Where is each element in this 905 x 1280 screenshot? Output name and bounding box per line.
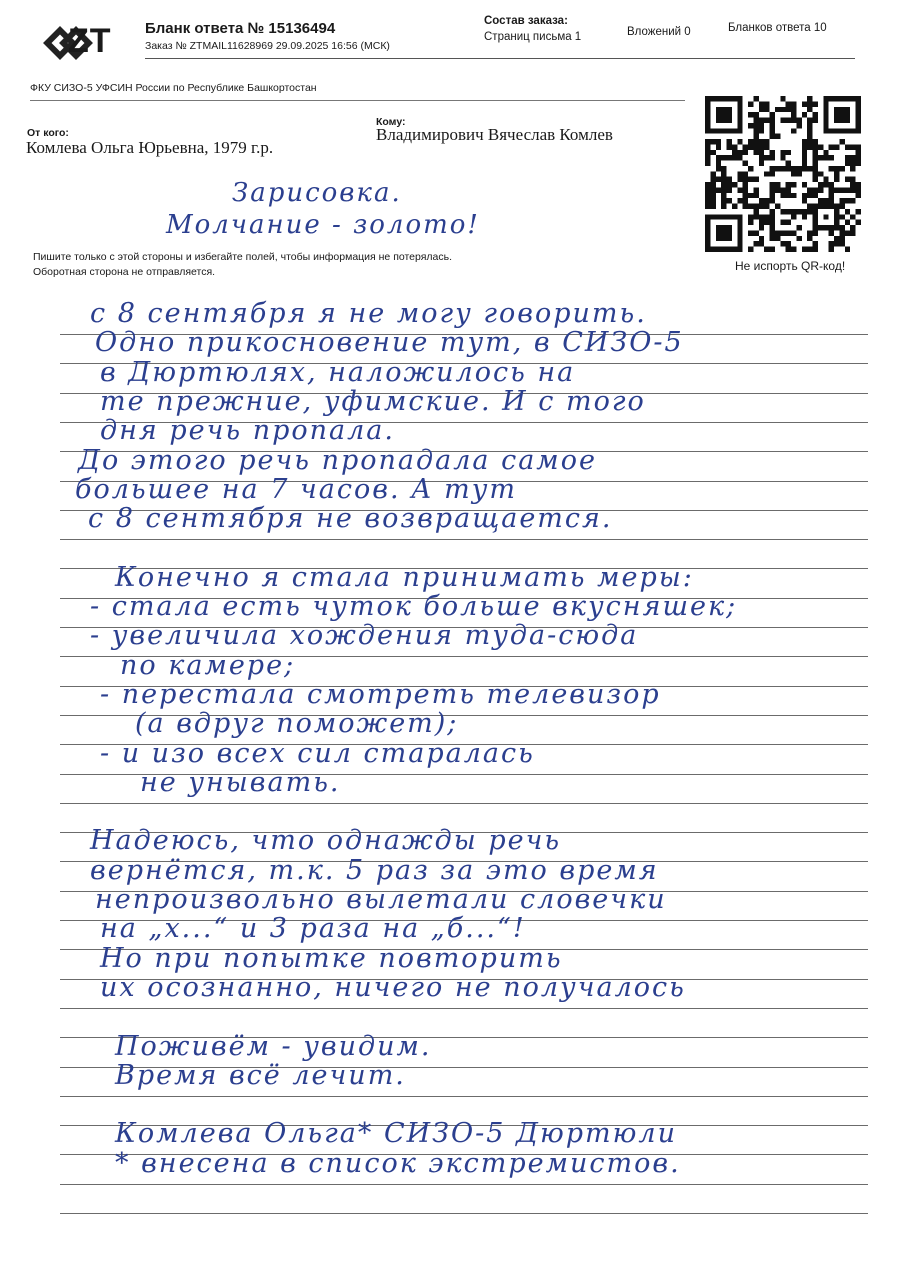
- ruled-line: [60, 1008, 868, 1009]
- letter-subtitle: Молчание - золото!: [166, 210, 480, 240]
- ruled-line: [60, 1184, 868, 1185]
- header-divider: [145, 58, 855, 59]
- handwritten-line: большее на 7 часов. А тут: [75, 474, 518, 505]
- logo-text: ZT: [68, 22, 112, 60]
- handwritten-line: Надеюсь, что однажды речь: [90, 825, 562, 856]
- instruction-line: Оборотная сторона не отправляется.: [33, 266, 216, 278]
- handwritten-line: на „х...“ и 3 раза на „б...“!: [100, 913, 526, 944]
- handwritten-line: с 8 сентября не возвращается.: [88, 503, 613, 534]
- handwritten-line: До этого речь пропадала самое: [78, 445, 597, 476]
- to-label: Кому:: [376, 116, 406, 128]
- handwritten-line: Конечно я стала принимать меры:: [115, 562, 694, 593]
- handwritten-line: их осознанно, ничего не получалось: [100, 972, 686, 1003]
- attachments-count: Вложений 0: [627, 26, 691, 38]
- ruled-line: [60, 803, 868, 804]
- handwritten-line: по камере;: [120, 650, 296, 681]
- ruled-line: [60, 1213, 868, 1214]
- handwritten-line: с 8 сентября я не могу говорить.: [90, 298, 647, 329]
- handwritten-line: те прежние, уфимские. И с того: [100, 386, 646, 417]
- handwritten-line: Поживём - увидим.: [115, 1031, 432, 1062]
- handwritten-line: * внесена в список экстремистов.: [115, 1148, 681, 1179]
- sender-name: Комлева Ольга Юрьевна, 1979 г.р.: [26, 138, 274, 157]
- handwritten-line: - перестала смотреть телевизор: [100, 679, 661, 710]
- institution-name: ФКУ СИЗО-5 УФСИН России по Республике Башкортостан: [30, 82, 317, 94]
- order-line: Заказ № ZTMAIL11628969 29.09.2025 16:56 (МСК): [145, 40, 390, 52]
- handwritten-line: в Дюртюлях, наложилось на: [100, 357, 576, 388]
- letter-title: Зарисовка.: [232, 178, 402, 208]
- institution-divider: [30, 100, 685, 101]
- pages-count: Страниц письма 1: [484, 31, 582, 43]
- handwritten-line: - стала есть чуток больше вкусняшек;: [90, 591, 738, 622]
- handwritten-line: Комлева Ольга* СИЗО-5 Дюртюли: [115, 1118, 677, 1149]
- recipient-name: Владимирович Вячеслав Комлев: [376, 125, 613, 144]
- handwritten-line: (а вдруг поможет);: [135, 708, 459, 739]
- handwritten-line: не унывать.: [140, 767, 341, 798]
- handwritten-line: - увеличила хождения туда-сюда: [90, 620, 639, 651]
- form-title: Бланк ответа № 15136494: [145, 20, 336, 37]
- blanks-count: Бланков ответа 10: [728, 22, 827, 34]
- instruction-line: Пишите только с этой стороны и избегайте полей, чтобы информация не потерялась.: [33, 251, 453, 263]
- qr-code-icon: [705, 96, 861, 252]
- writing-instructions: [33, 250, 593, 280]
- ruled-line: [60, 1096, 868, 1097]
- handwritten-line: Одно прикосновение тут, в СИЗО-5: [95, 327, 684, 358]
- handwritten-line: вернётся, т.к. 5 раз за это время: [90, 855, 659, 886]
- handwritten-line: дня речь пропала.: [100, 415, 395, 446]
- handwritten-line: - и изо всех сил старалась: [100, 738, 535, 769]
- composition-title: Состав заказа:: [484, 15, 568, 27]
- handwritten-line: непроизвольно вылетали словечки: [95, 884, 667, 915]
- ruled-line: [60, 539, 868, 540]
- handwritten-line: Время всё лечит.: [115, 1060, 406, 1091]
- from-label: От кого:: [27, 127, 69, 139]
- handwritten-line: Но при попытке повторить: [100, 943, 563, 974]
- qr-warning: Не испорть QR-код!: [735, 259, 846, 273]
